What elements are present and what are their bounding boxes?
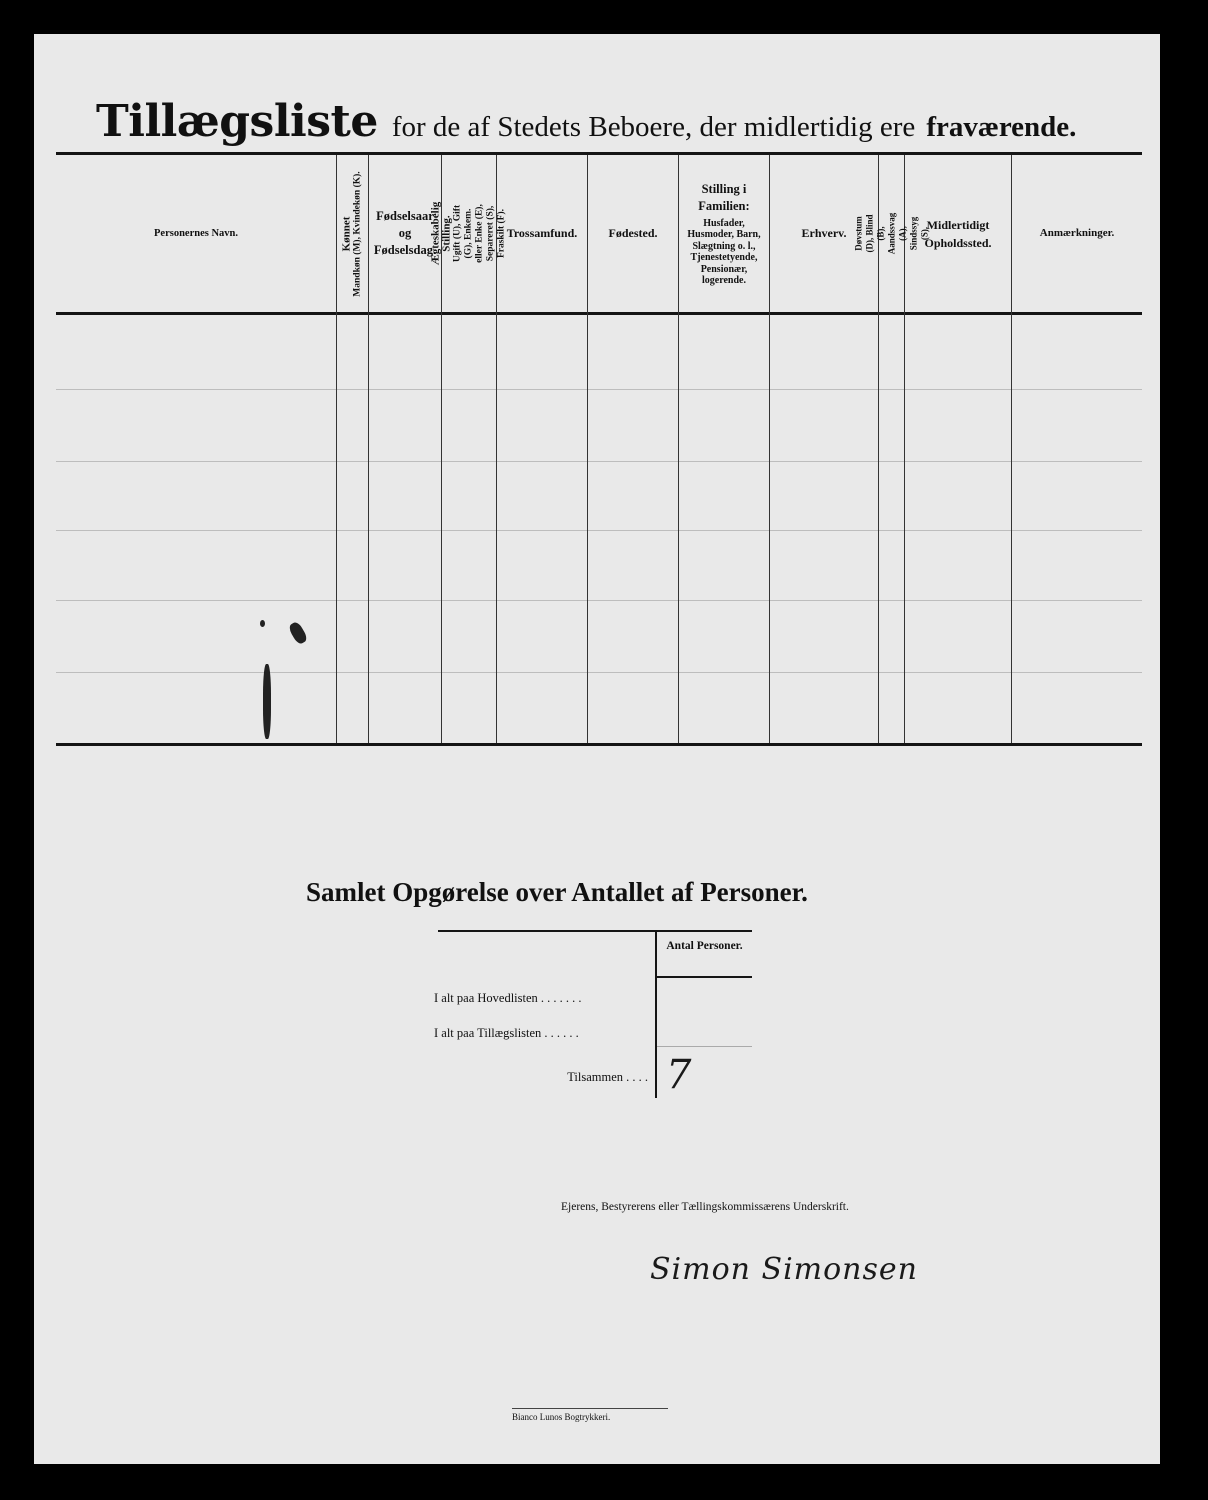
printer-rule <box>512 1408 668 1409</box>
col-header-faith: Trossamfund. <box>506 226 578 240</box>
col-header-remarks: Anmærkninger. <box>1039 227 1115 239</box>
summary-row-main-list: I alt paa Hovedlisten . . . . . . . <box>434 991 582 1005</box>
summary-header-rule <box>657 976 752 978</box>
row-divider <box>56 600 1142 601</box>
table-bottom-rule <box>56 743 1142 746</box>
col-header-disability: Døvstum (D), Blind (B), Aandssvag (A), Sindssyg (S). <box>853 212 930 255</box>
census-form-sheet <box>34 34 1160 1464</box>
col-header-sex: Kønnet Mandkøn (M), Kvindekøn (K). <box>340 170 363 297</box>
absentee-table <box>56 152 1142 746</box>
col-header-birthplace: Fødested. <box>608 226 658 240</box>
col-header-name: Personernes Navn. <box>154 228 238 239</box>
form-title-emphasis: fraværende. <box>926 111 1077 143</box>
summary-title: Samlet Opgørelse over Antallet af Personer. <box>306 877 808 907</box>
row-divider <box>56 389 1142 390</box>
summary-total-value: 7 <box>666 1052 692 1098</box>
ink-blot <box>263 664 271 739</box>
row-divider <box>56 530 1142 531</box>
summary-row-supplement-list: I alt paa Tillægslisten . . . . . . <box>434 1026 579 1040</box>
summary-count-header: Antal Personer. <box>666 940 743 952</box>
table-header-rule <box>56 312 1142 315</box>
row-divider <box>56 461 1142 462</box>
summary-column-rule <box>655 932 657 1098</box>
col-header-marital: Ægteskabelig Stilling. Ugift (U), Gift (G), Enkem. eller Enke (E), Separeret (S), Fraskilt (F). <box>429 201 507 266</box>
ink-blot <box>260 620 265 627</box>
col-header-family: Stilling i Familien: Husfader, Husmoder, Barn, Slægtning o. l., Tjenestetyende, Pensionær, logerende. <box>687 181 761 286</box>
row-divider <box>56 672 1142 673</box>
printer-credit: Bianco Lunos Bogtrykkeri. <box>512 1412 611 1422</box>
form-title-main: Tillægsliste <box>96 96 378 147</box>
form-title <box>96 96 1076 147</box>
form-title-sub: for de af Stedets Beboere, der midlertidig ere <box>391 111 916 143</box>
col-header-birth: Fødselsaar og Fødselsdag. <box>373 209 437 257</box>
summary-row-rule <box>657 1046 752 1047</box>
col-header-occupation: Erhverv. <box>801 226 847 240</box>
summary-top-rule <box>438 930 752 932</box>
col-header-residence: Midlertidigt Opholdssted. <box>924 217 992 250</box>
summary-row-total: Tilsammen . . . . <box>567 1070 648 1084</box>
signature-caption: Ejerens, Bestyrerens eller Tællingskommissærens Underskrift. <box>561 1201 849 1213</box>
signature-handwritten: Simon Simonsen <box>650 1252 918 1287</box>
